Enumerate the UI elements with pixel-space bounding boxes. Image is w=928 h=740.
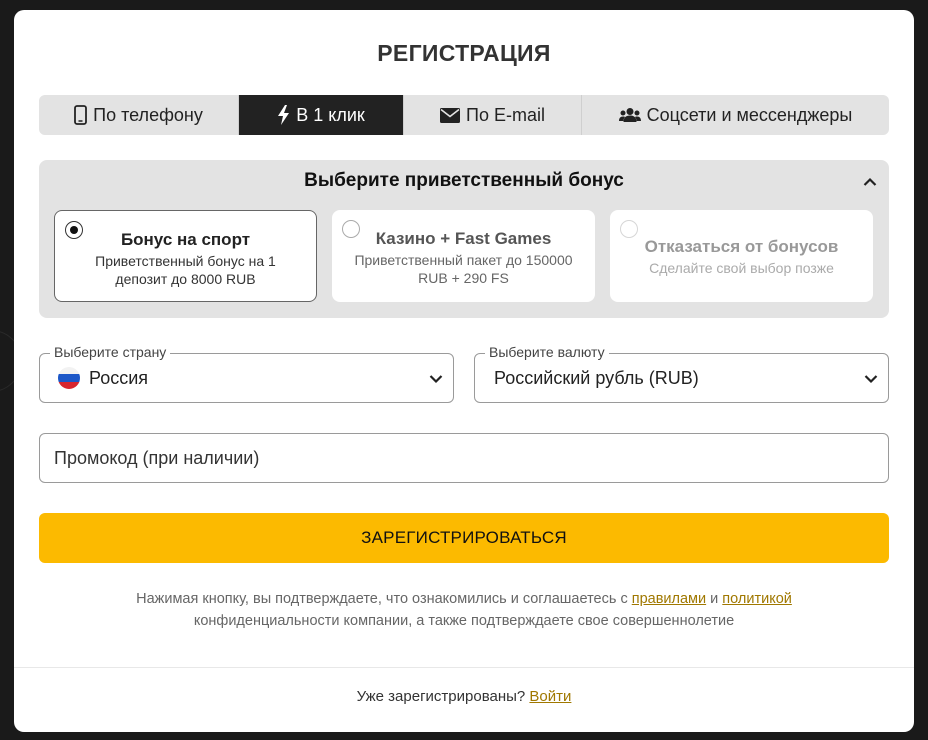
bonus-heading: Выберите приветственный бонус xyxy=(304,170,624,191)
phone-icon xyxy=(74,105,87,125)
bonus-option-title: Отказаться от бонусов xyxy=(644,237,839,256)
bonus-option-title: Бонус на спорт xyxy=(120,230,251,249)
login-prompt-text: Уже зарегистрированы? xyxy=(356,688,530,705)
tab-email[interactable] xyxy=(404,95,582,135)
currency-value: Российский рубль (RUB) xyxy=(494,368,699,388)
bonus-option-title: Казино + Fast Games xyxy=(375,229,552,248)
bonus-option-decline[interactable] xyxy=(610,210,873,302)
radio-button[interactable] xyxy=(342,220,360,238)
bonus-option-desc: Сделайте свой выбор позже xyxy=(649,260,834,276)
bonus-option-desc: Приветственный пакет до 150000 RUB + 290 FS xyxy=(354,252,573,286)
tab-one-click[interactable] xyxy=(239,95,404,135)
registration-modal xyxy=(14,10,914,732)
registration-tabs xyxy=(39,95,889,135)
register-button[interactable]: ЗАРЕГИСТРИРОВАТЬСЯ xyxy=(39,513,889,563)
currency-select[interactable] xyxy=(474,344,889,403)
chevron-up-icon[interactable] xyxy=(863,174,877,192)
tab-label: В 1 клик xyxy=(296,104,365,125)
radio-button[interactable] xyxy=(620,220,638,238)
country-label: Выберите страну xyxy=(50,344,170,360)
terms-text-after: конфиденциальности компании, а также подтверждаете свое совершеннолетие xyxy=(193,613,735,629)
bonus-option-sport[interactable] xyxy=(54,210,317,302)
tab-phone[interactable] xyxy=(39,95,239,135)
page-title: РЕГИСТРАЦИЯ xyxy=(377,40,551,66)
login-link[interactable]: Войти xyxy=(529,688,572,705)
tab-label: По E-mail xyxy=(466,104,545,125)
terms-text xyxy=(74,588,854,632)
radio-button[interactable] xyxy=(65,221,83,239)
lightning-icon xyxy=(277,105,290,125)
rules-link[interactable]: правилами xyxy=(631,591,707,607)
users-icon xyxy=(619,107,641,123)
bonus-option-desc: Приветственный бонус на 1 депозит до 8000 RUB xyxy=(95,253,276,287)
promo-field[interactable] xyxy=(39,433,889,483)
bonus-option-casino[interactable] xyxy=(332,210,595,302)
chevron-down-icon xyxy=(864,371,878,389)
promo-input[interactable] xyxy=(54,434,854,482)
policy-link[interactable]: политикой xyxy=(722,591,792,607)
tab-label: Соцсети и мессенджеры xyxy=(646,104,853,125)
tab-social[interactable] xyxy=(582,95,889,135)
divider xyxy=(14,667,914,668)
currency-label: Выберите валюту xyxy=(485,344,609,360)
bonus-panel xyxy=(39,160,889,318)
tab-label: По телефону xyxy=(93,104,203,125)
envelope-icon xyxy=(440,108,460,123)
terms-and: и xyxy=(706,591,723,607)
country-select[interactable] xyxy=(39,344,454,403)
country-value: Россия xyxy=(89,368,149,388)
chevron-down-icon xyxy=(429,371,443,389)
russia-flag-icon xyxy=(58,367,80,389)
terms-text-before: Нажимая кнопку, вы подтверждаете, что ознакомились и соглашаетесь с xyxy=(136,591,632,607)
login-prompt xyxy=(14,688,914,705)
